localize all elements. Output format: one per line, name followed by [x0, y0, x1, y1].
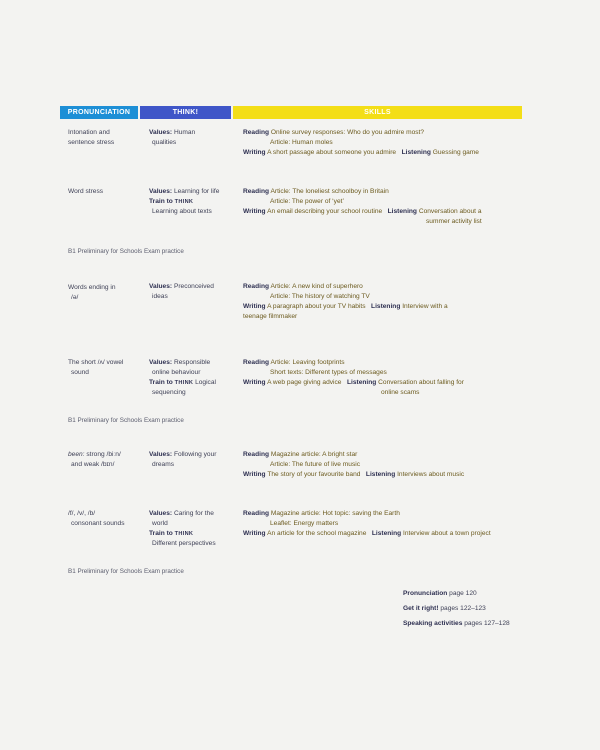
- header-pronunciation: PRONUNCIATION: [60, 106, 138, 119]
- reference-pages: pages 122–123: [440, 605, 486, 612]
- train-to-think-text: Different perspectives: [152, 540, 216, 547]
- writing-text: The story of your favourite band: [267, 471, 361, 478]
- values-label: Values:: [149, 359, 173, 366]
- values-label: Values:: [149, 283, 173, 290]
- reading-text-2: Article: The power of ‘yet’: [270, 198, 344, 205]
- values-text-cont: online behaviour: [152, 369, 201, 376]
- writing-label: Writing: [243, 303, 266, 310]
- reading-text-2: Leaflet: Energy matters: [270, 520, 339, 527]
- exam-practice-note: B1 Preliminary for Schools Exam practice: [68, 417, 184, 424]
- pron-line: Word stress: [68, 188, 104, 195]
- listening-text: Interview with a: [402, 303, 448, 310]
- reading-text: Article: Leaving footprints: [270, 359, 345, 366]
- reference-pronunciation: [403, 589, 543, 604]
- values-text: Responsible: [173, 359, 211, 366]
- reference-label: Speaking activities: [403, 620, 463, 627]
- pron-line: /ə/: [71, 294, 79, 301]
- train-to-think-text: Learning about texts: [152, 208, 212, 215]
- row-3-skills: [243, 282, 533, 322]
- listening-text: Conversation about a: [418, 208, 482, 215]
- listening-text: Guessing game: [432, 149, 479, 156]
- reading-label: Reading: [243, 188, 270, 195]
- values-label: Values:: [149, 510, 173, 517]
- listening-text: Interview about a town project: [403, 530, 491, 537]
- column-header-bar: [60, 106, 522, 119]
- reference-speaking: [403, 619, 543, 634]
- reading-label: Reading: [243, 451, 270, 458]
- writing-text: An article for the school magazine: [267, 530, 367, 537]
- listening-text: Interviews about music: [397, 471, 465, 478]
- pron-line: and weak /bɪn/: [71, 461, 115, 468]
- header-skills: SKILLS: [233, 106, 522, 119]
- values-label: Values:: [149, 188, 173, 195]
- writing-label: Writing: [243, 379, 266, 386]
- row-5-pronunciation: [68, 450, 148, 470]
- exam-practice-note: B1 Preliminary for Schools Exam practice: [68, 248, 184, 255]
- row-4-think: [149, 358, 237, 398]
- pron-line: /f/, /v/, /b/: [68, 510, 96, 517]
- listening-label: Listening: [371, 530, 402, 537]
- row-6-think: [149, 509, 237, 549]
- train-to-think-label: Train to THINK: [149, 198, 194, 205]
- exam-practice-note: B1 Preliminary for Schools Exam practice: [68, 568, 184, 575]
- row-2-pronunciation: [68, 187, 148, 197]
- reading-label: Reading: [243, 510, 270, 517]
- listening-label: Listening: [346, 379, 377, 386]
- reference-label: Get it right!: [403, 605, 439, 612]
- reading-text-2: Article: The future of live music: [270, 461, 361, 468]
- row-6-skills: [243, 509, 533, 539]
- think-smallcaps: THINK: [174, 531, 194, 537]
- reference-get-it-right: [403, 604, 543, 619]
- reading-label: Reading: [243, 359, 270, 366]
- pron-line: sentence stress: [68, 139, 115, 146]
- listening-label: Listening: [387, 208, 417, 215]
- values-text: Preconceived: [173, 283, 214, 290]
- reading-label: Reading: [243, 129, 270, 136]
- reference-label: Pronunciation: [403, 590, 448, 597]
- values-text: Following your: [173, 451, 217, 458]
- listening-label: Listening: [365, 471, 396, 478]
- reading-label: Reading: [243, 283, 270, 290]
- row-4-pronunciation: [68, 358, 148, 378]
- reading-text: Online survey responses: Who do you admire most?: [270, 129, 425, 136]
- row-5-skills: [243, 450, 533, 480]
- pron-line: consonant sounds: [71, 520, 125, 527]
- reading-text: Article: The loneliest schoolboy in Britain: [270, 188, 389, 195]
- reading-text-2: Short texts: Different types of messages: [270, 369, 387, 376]
- reference-pages: pages 127–128: [464, 620, 510, 627]
- pron-line: been: strong /biːn/: [68, 451, 121, 458]
- row-4-skills: [243, 358, 533, 398]
- writing-label: Writing: [243, 149, 266, 156]
- row-3-pronunciation: [68, 283, 148, 303]
- values-text-cont: qualities: [152, 139, 177, 146]
- writing-text: An email describing your school routine: [267, 208, 383, 215]
- train-to-think-text-cont: sequencing: [152, 389, 186, 396]
- think-smallcaps: THINK: [174, 199, 194, 205]
- row-1-skills: [243, 128, 533, 158]
- row-1-think: [149, 128, 237, 148]
- train-to-think-text: Logical: [195, 379, 216, 386]
- listening-text-2: online scams: [381, 389, 420, 396]
- reading-text-2: Article: Human moles: [270, 139, 333, 146]
- listening-text: Conversation about falling for: [378, 379, 464, 386]
- values-label: Values:: [149, 451, 173, 458]
- pron-line: Words ending in: [68, 284, 116, 291]
- pron-been-italic: been:: [68, 451, 85, 458]
- reading-text: Article: A new kind of superhero: [270, 283, 363, 290]
- row-6-pronunciation: [68, 509, 148, 529]
- think-smallcaps: THINK: [174, 380, 194, 386]
- values-text-cont: world: [152, 520, 168, 527]
- pron-line: Intonation and: [68, 129, 110, 136]
- values-text: Learning for life: [173, 188, 220, 195]
- writing-label: Writing: [243, 471, 266, 478]
- values-text-cont: dreams: [152, 461, 174, 468]
- writing-text: A short passage about someone you admire: [267, 149, 397, 156]
- page-references: [403, 589, 543, 634]
- row-2-think: [149, 187, 237, 217]
- row-1-pronunciation: [68, 128, 148, 148]
- listening-text-2: summer activity list: [426, 218, 482, 225]
- train-to-think-label: Train to THINK: [149, 530, 194, 537]
- writing-text: A web page giving advice: [267, 379, 342, 386]
- writing-text: A paragraph about your TV habits: [267, 303, 366, 310]
- pron-line: The short /ʌ/ vowel: [68, 359, 124, 366]
- reference-pages: page 120: [449, 590, 477, 597]
- values-text: Human: [173, 129, 196, 136]
- listening-label: Listening: [371, 303, 401, 310]
- row-2-skills: [243, 187, 533, 227]
- writing-label: Writing: [243, 530, 266, 537]
- values-text-cont: ideas: [152, 293, 168, 300]
- reading-text: Magazine article: A bright star: [270, 451, 358, 458]
- row-3-think: [149, 282, 237, 302]
- reading-text: Magazine article: Hot topic: saving the Earth: [270, 510, 400, 517]
- pron-line: sound: [71, 369, 89, 376]
- values-text: Caring for the: [173, 510, 214, 517]
- listening-label: Listening: [401, 149, 431, 156]
- train-to-think-label: Train to THINK: [149, 379, 194, 386]
- writing-label: Writing: [243, 208, 266, 215]
- writing-text-2: teenage filmmaker: [243, 313, 298, 320]
- header-think: THINK!: [140, 106, 231, 119]
- row-5-think: [149, 450, 237, 470]
- reading-text-2: Article: The history of watching TV: [270, 293, 370, 300]
- values-label: Values:: [149, 129, 173, 136]
